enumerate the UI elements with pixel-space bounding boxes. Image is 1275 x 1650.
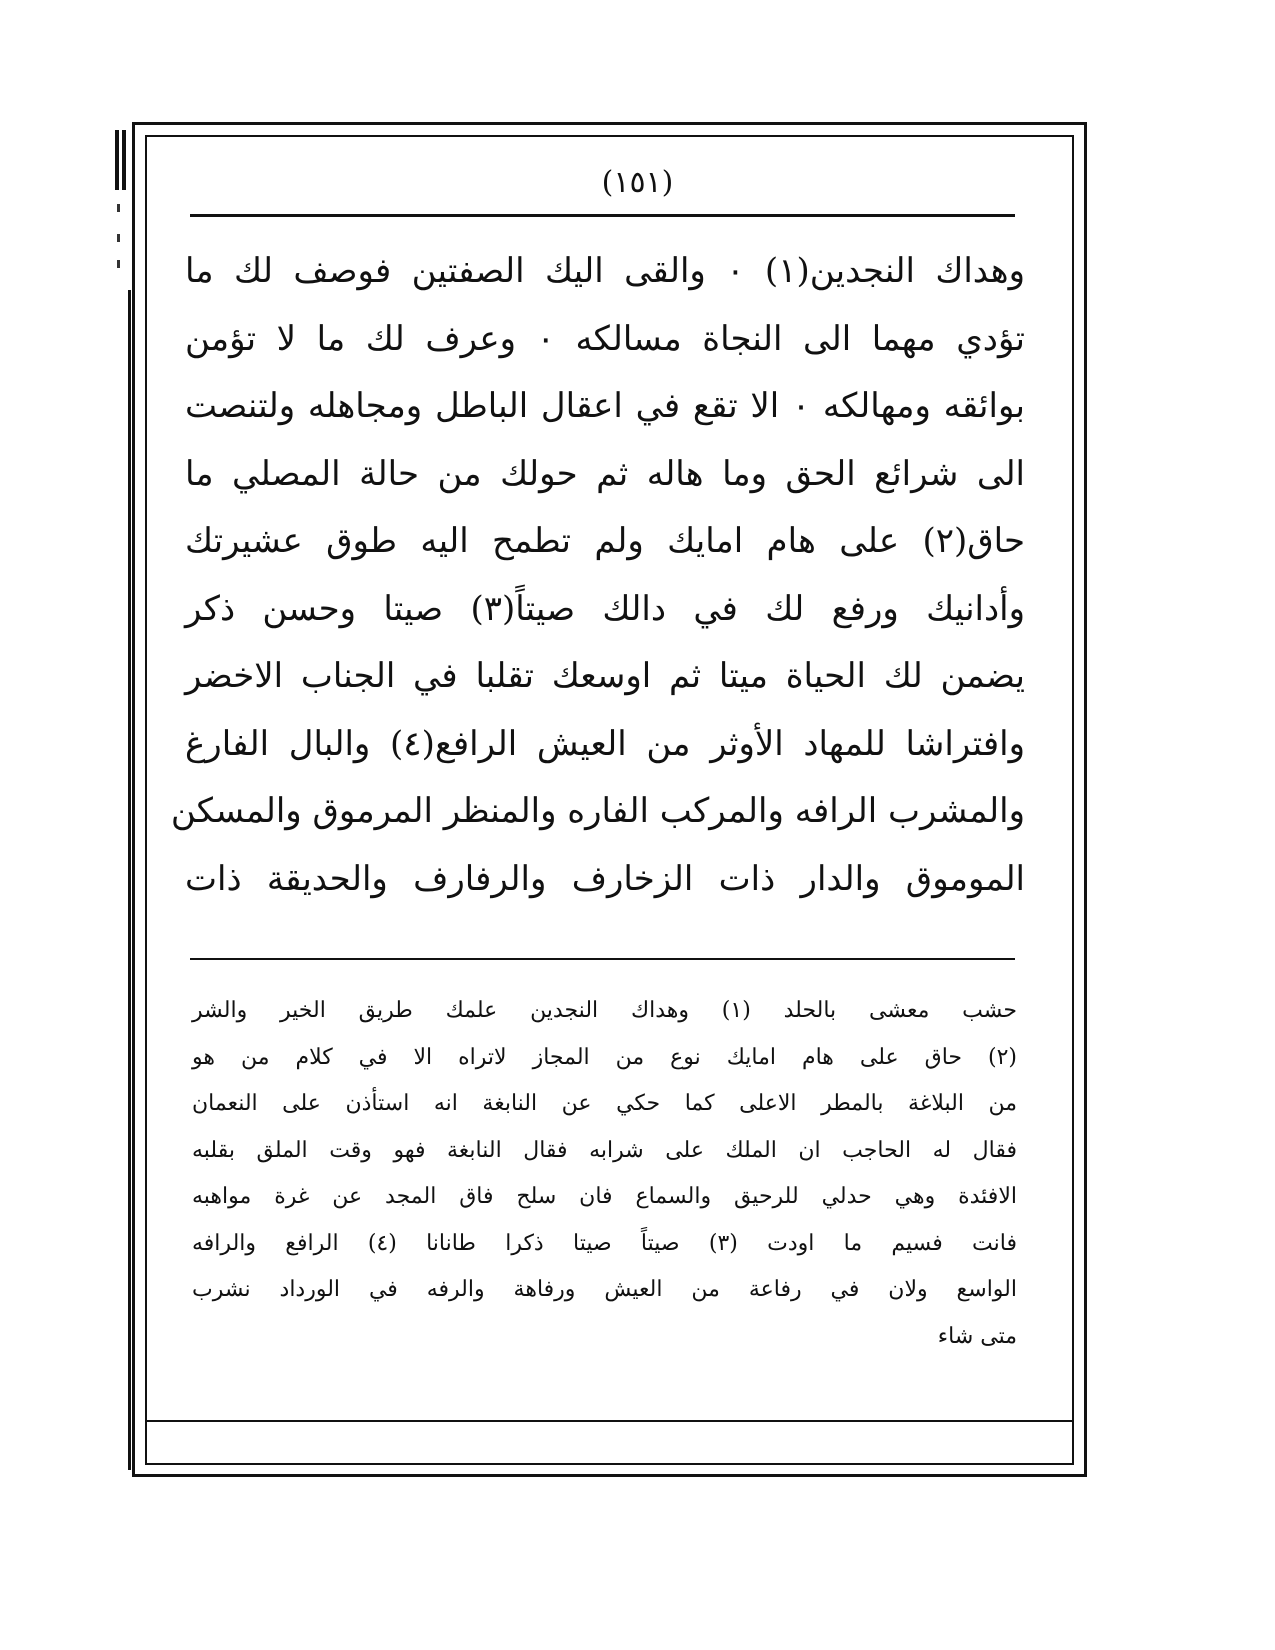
footnote-line: (٢) حاق على هام امايك نوع من المجاز لاتراه الا في كلام من هو (192, 1044, 1017, 1070)
body-line: وافتراشا للمهاد الأوثر من العيش الرافع(٤) والبال الفارغ (185, 723, 1025, 764)
binding-tick (117, 204, 120, 212)
body-line: وأدانيك ورفع لك في دالك صيتاً(٣) صيتا وحسن ذكر (185, 588, 1025, 629)
body-text (170, 238, 1025, 913)
body-line: الموموق والدار ذات الزخارف والرفارف والحديقة ذات (185, 858, 1025, 899)
footnote-separator (190, 958, 1015, 960)
body-line: وهداك النجدين(١) ٠ والقى اليك الصفتين فوصف لك ما (185, 251, 1025, 291)
body-line: بوائقه ومهالكه ٠ الا تقع في اعقال الباطل ومجاهله ولتنصت (185, 386, 1025, 426)
footnote-line: من البلاغة بالمطر الاعلى كما حكي عن النابغة انه استأذن على النعمان (192, 1091, 1017, 1116)
body-line: تؤدي مهما الى النجاة مسالكه ٠ وعرف لك ما لا تؤمن (185, 318, 1025, 359)
body-line: حاق(٢) على هام امايك ولم تطمح اليه طوق عشيرتك (185, 521, 1025, 561)
body-line: الى شرائع الحق وما هاله ثم حولك من حالة المصلي ما (185, 453, 1025, 494)
footnotes (192, 988, 1017, 1360)
body-line: يضمن لك الحياة ميتا ثم اوسعك تقلبا في الجناب الاخضر (185, 656, 1025, 696)
footnote-line: الافئدة وهي حدلي للرحيق والسماع فان سلح فاق المجد عن غرة مواهبه (192, 1184, 1017, 1209)
bottom-rule (145, 1420, 1074, 1422)
header-rule (190, 214, 1015, 217)
footnote-line: الواسع ولان في رفاعة من العيش ورفاهة والرفه في الورداد نشرب (192, 1277, 1017, 1302)
footnote-line: حشب معشى بالحلد (١) وهداك النجدين علمك طريق الخير والشر (192, 998, 1018, 1023)
footnote-line: فقال له الحاجب ان الملك على شرابه فقال النابغة فهو وقت الملق بقلبه (192, 1137, 1017, 1163)
body-line: والمشرب الرافه والمركب الفاره والمنظر المرموق والمسكن (170, 791, 1025, 831)
footnote-line: متى شاء (937, 1323, 1017, 1349)
binding-tick (117, 260, 120, 268)
footnote-line: فانت فسيم ما اودت (٣) صيتاً صيتا ذكرا طانانا (٤) الرافع والرافه (192, 1230, 1018, 1256)
binding-tick (117, 234, 120, 242)
page-number: (١٥١) (601, 165, 674, 200)
binding-marks (115, 130, 127, 270)
left-border-rule (128, 290, 131, 1470)
